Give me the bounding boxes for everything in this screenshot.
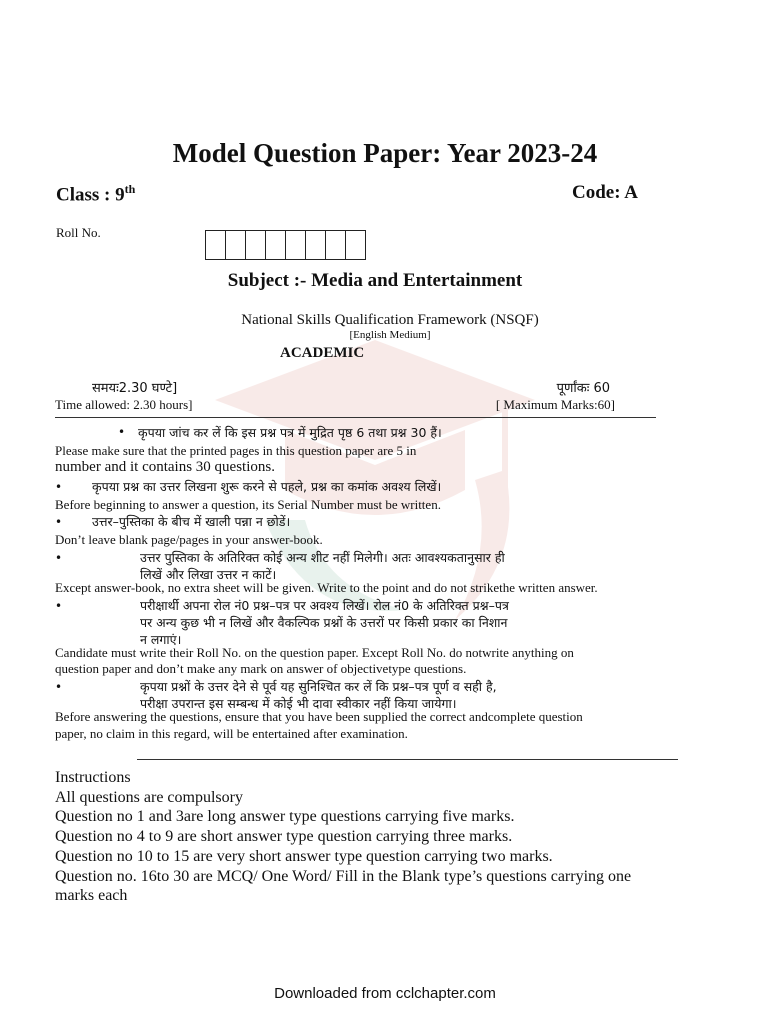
instruction-line: Question no. 16to 30 are MCQ/ One Word/ Fill in the Blank type’s questions carrying one <box>55 868 632 885</box>
note-hindi: उत्तर पुस्तिका के अतिरिक्त कोई अन्य शीट नहीं मिलेगी। अतः आवश्यकतानुसार ही <box>140 550 505 565</box>
roll-number-box[interactable] <box>326 230 346 260</box>
note-english: number and it contains 30 questions. <box>55 459 275 475</box>
note-english: Candidate must write their Roll No. on the question paper. Except Roll No. do notwrite anything on <box>55 645 574 660</box>
instruction-line: Question no 10 to 15 are very short answer type question carrying two marks. <box>55 848 553 865</box>
roll-number-box[interactable] <box>346 230 366 260</box>
roll-number-box[interactable] <box>286 230 306 260</box>
framework-label: National Skills Qualification Framework (NSQF) <box>241 312 539 328</box>
note-hindi: परीक्षार्थी अपना रोल नं0 प्रश्न–पत्र पर अवश्य लिखें। रोल नं0 के अतिरिक्त प्रश्न–पत्र <box>140 598 509 613</box>
divider <box>137 759 678 760</box>
note-english: Before answering the questions, ensure that you have been supplied the correct andcomplete question <box>55 709 583 724</box>
instruction-line: marks each <box>55 887 128 904</box>
note-english: paper, no claim in this regard, will be entertained after examination. <box>55 726 408 741</box>
instruction-line: All questions are compulsory <box>55 789 243 806</box>
note-hindi: कृपया प्रश्न का उत्तर लिखना शुरू करने से पहले, प्रश्न का कमांक अवश्य लिखें। <box>92 479 442 494</box>
bullet-icon: • <box>55 480 63 494</box>
note-english: Please make sure that the printed pages in this question paper are 5 in <box>55 443 417 458</box>
note-hindi: उत्तर–पुस्तिका के बीच में खाली पन्ना न छोडें। <box>92 514 291 529</box>
note-english: Don’t leave blank page/pages in your answer-book. <box>55 532 323 547</box>
paper-title: Model Question Paper: Year 2023-24 <box>172 138 598 168</box>
bullet-icon: • <box>55 599 63 613</box>
note-hindi: कृपया प्रश्नों के उत्तर देने से पूर्व यह सुनिश्चित कर लें कि प्रश्न–पत्र पूर्ण व सही है, <box>140 679 497 694</box>
roll-number-box[interactable] <box>246 230 266 260</box>
class-superscript: th <box>124 182 136 196</box>
subject-heading: Subject :- Media and Entertainment <box>227 270 523 291</box>
note-hindi: परीक्षा उपरान्त इस सम्बन्ध में कोई भी दावा स्वीकार नहीं किया जायेगा। <box>140 696 457 711</box>
max-marks-hindi: पूर्णांकः 60 <box>556 381 610 396</box>
time-allowed-hindi: समयः2.30 घण्टे] <box>92 381 178 396</box>
roll-number-label: Roll No. <box>56 225 101 240</box>
note-english: Except answer-book, no extra sheet will be given. Write to the point and do not strikethe written answer. <box>55 580 598 595</box>
academic-label: ACADEMIC <box>280 345 365 361</box>
note-hindi: पर अन्य कुछ भी न लिखें और वैकल्पिक प्रश्नों के उत्तरों पर किसी प्रकार का निशान <box>140 615 508 630</box>
bullet-icon: • <box>55 680 63 694</box>
roll-number-box[interactable] <box>266 230 286 260</box>
roll-number-box[interactable] <box>226 230 246 260</box>
note-hindi: न लगाएं। <box>140 632 182 647</box>
class-label: Class : 9th <box>56 182 136 206</box>
bullet-icon: • <box>55 551 63 565</box>
max-marks: [ Maximum Marks:60] <box>495 397 615 412</box>
medium-label: [English Medium] <box>349 329 431 341</box>
note-hindi: लिखें और लिखा उत्तर न काटें। <box>140 567 277 582</box>
note-english: question paper and don’t make any mark on answer of objectivetype questions. <box>55 661 467 676</box>
instruction-line: Question no 4 to 9 are short answer type question carrying three marks. <box>55 828 513 845</box>
roll-number-box[interactable] <box>206 230 226 260</box>
roll-number-boxes[interactable] <box>205 230 366 260</box>
bullet-icon: • <box>118 425 126 439</box>
note-english: Before beginning to answer a question, its Serial Number must be written. <box>55 497 441 512</box>
paper-code: Code: A <box>572 182 638 203</box>
download-footer: Downloaded from cclchapter.com <box>274 985 496 1002</box>
note-hindi: कृपया जांच कर लें कि इस प्रश्न पत्र में मुद्रित पृष्ठ 6 तथा प्रश्न 30 हैं। <box>138 425 442 440</box>
time-allowed: Time allowed: 2.30 hours] <box>55 397 193 412</box>
divider <box>55 417 656 418</box>
bullet-icon: • <box>55 515 63 529</box>
roll-number-box[interactable] <box>306 230 326 260</box>
instructions-heading: Instructions <box>55 769 131 786</box>
instruction-line: Question no 1 and 3are long answer type questions carrying five marks. <box>55 808 515 825</box>
